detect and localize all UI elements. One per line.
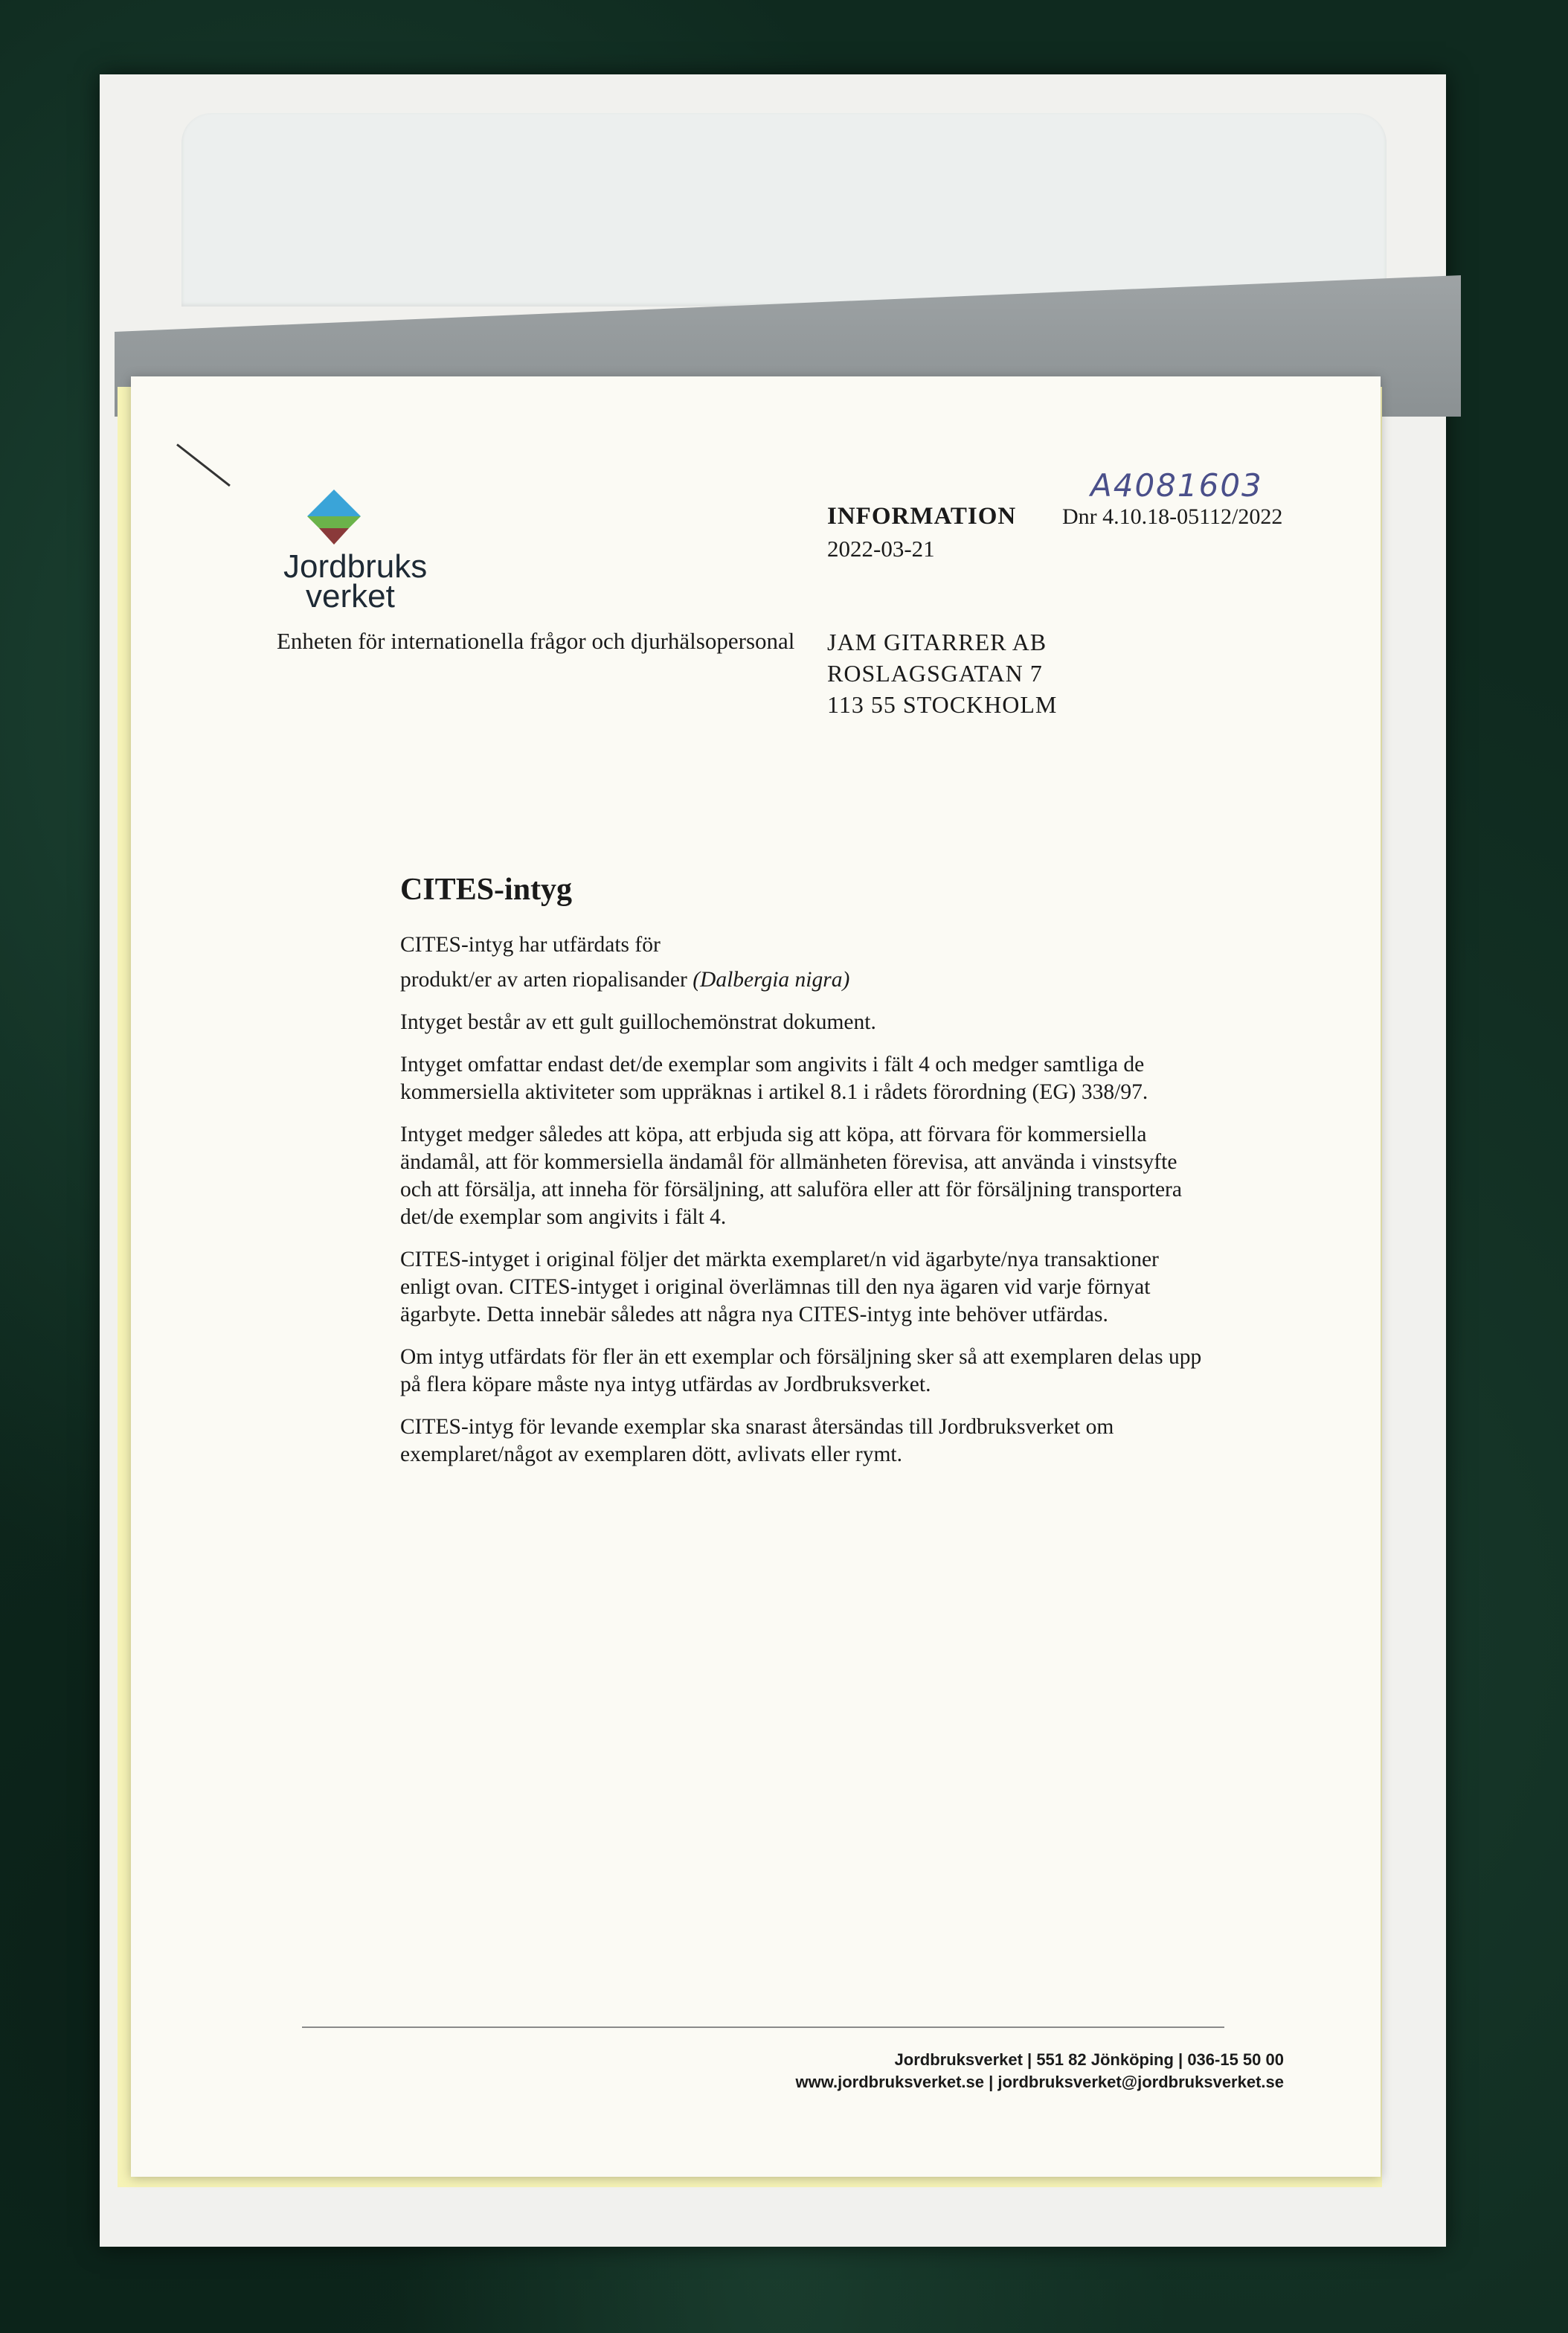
- species-text: produkt/er av arten riopalisander: [400, 968, 693, 992]
- letter-footer: [796, 2049, 1285, 2093]
- paragraph: CITES-intyget i original följer det märkta exemplaret/n vid ägarbyte/nya transaktioner enligt ovan. CITES-intyget i original överlämnas till den nya ägaren vid varje förnyat ägarbyte. Detta innebär således att några nya CITES-intyg inte behöver utfärdas.: [400, 1248, 1159, 1326]
- logo-text: [283, 548, 447, 614]
- paragraph: Om intyg utfärdats för fler än ett exemplar och försäljning sker så att exemplaren delas upp på flera köpare måste nya intyg utfärdas av Jordbruksverket.: [400, 1345, 1202, 1396]
- pen-mark: [176, 443, 231, 487]
- recipient-line: 113 55 STOCKHOLM: [827, 691, 1058, 718]
- recipient-address: [827, 626, 1057, 720]
- letter-page: [131, 376, 1381, 2177]
- species-latin: (Dalbergia nigra): [693, 968, 850, 992]
- jordbruksverket-logo: [283, 488, 447, 612]
- paragraph: CITES-intyg för levande exemplar ska snarast återsändas till Jordbruksverket om exemplaret/något av exemplaren dött, avlivats eller rymt.: [400, 1415, 1114, 1466]
- letter-title: CITES-intyg: [400, 873, 573, 907]
- handwritten-reference: A4081603: [1090, 467, 1263, 504]
- logo-text-line1: Jordbruks: [283, 548, 428, 585]
- logo-diamond-icon: [304, 488, 364, 548]
- sender-unit: Enheten för internationella frågor och djurhälsopersonal: [277, 628, 795, 654]
- recipient-line: ROSLAGSGATAN 7: [827, 660, 1043, 687]
- footer-divider: [302, 2026, 1224, 2028]
- logo-text-line2: verket: [306, 578, 395, 614]
- paragraph: CITES-intyg har utfärdats för: [400, 933, 661, 957]
- paragraph: Intyget består av ett gult guillochemönstrat dokument.: [400, 1010, 876, 1034]
- footer-address: Jordbruksverket | 551 82 Jönköping | 036-15 50 00: [894, 2050, 1284, 2069]
- paragraph: Intyget medger således att köpa, att erbjuda sig att köpa, att förvara för kommersiella ändamål, att för kommersiella ändamål för allmänheten förevisa, att använda i vinstsyfte och att försälja, att inneha för försäljning, att saluföra eller att för försäljning transportera det/de exemplar som angivits i fält 4.: [400, 1123, 1182, 1229]
- document-type: INFORMATION: [827, 503, 1017, 530]
- paragraph: [400, 966, 1204, 994]
- letter-body: [400, 931, 1204, 1483]
- document-date: 2022-03-21: [827, 536, 935, 562]
- envelope-flap: [181, 113, 1387, 307]
- paragraph: Intyget omfattar endast det/de exemplar som angivits i fält 4 och medger samtliga de kommersiella aktiviteter som uppräknas i artikel 8.1 i rådets förordning (EG) 338/97.: [400, 1053, 1148, 1104]
- footer-contact: www.jordbruksverket.se | jordbruksverket@jordbruksverket.se: [795, 2073, 1284, 2091]
- diary-number: Dnr 4.10.18-05112/2022: [1062, 504, 1283, 529]
- recipient-line: JAM GITARRER AB: [827, 629, 1047, 655]
